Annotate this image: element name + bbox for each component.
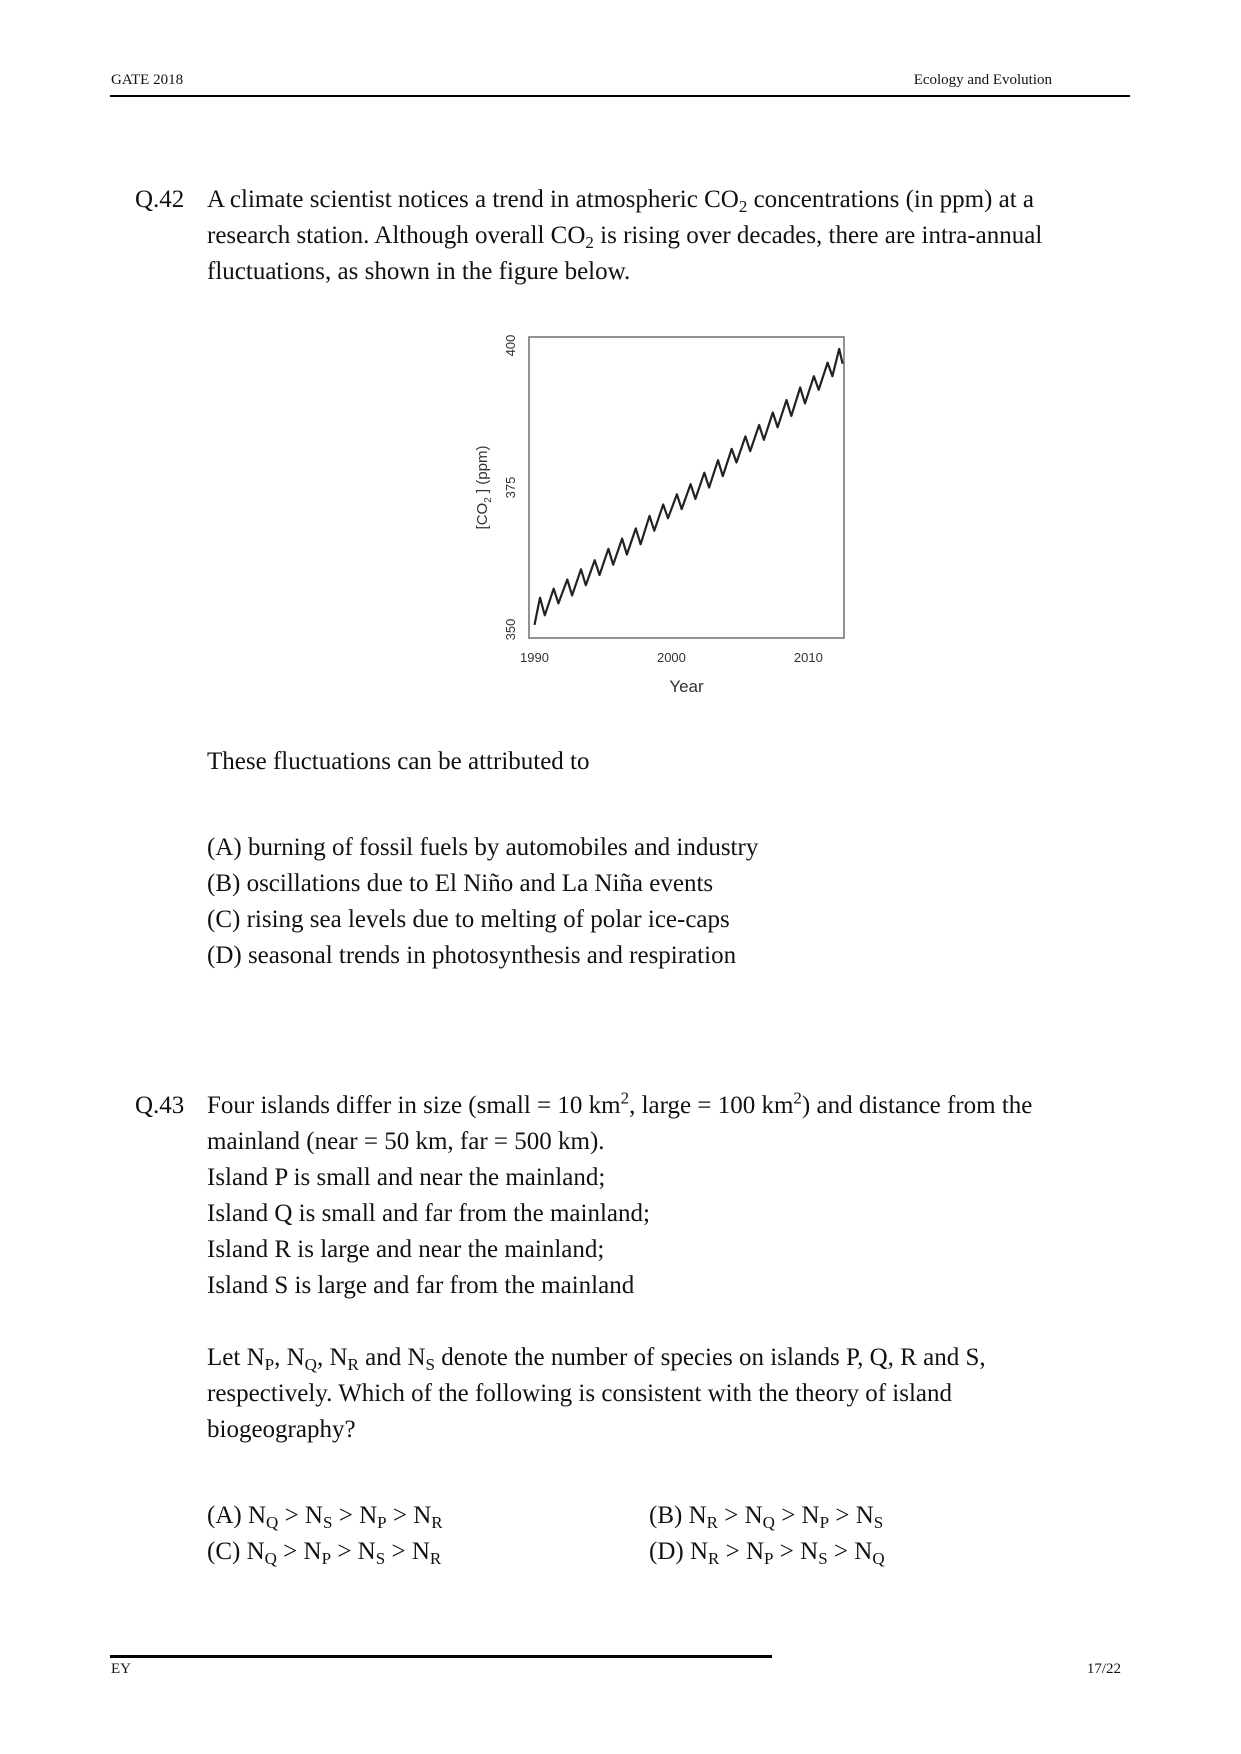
q42-option-a[interactable]: (A) burning of fossil fuels by automobiles and industry — [207, 834, 759, 861]
y-axis-label: [$CO_2$ ] (ppm) — [474, 445, 494, 530]
q43-island-q: Island Q is small and far from the mainland; — [207, 1200, 650, 1227]
greater-than: > — [719, 1538, 746, 1565]
header-exam-title: GATE 2018 — [111, 72, 184, 88]
species-count-symbol: $N_S$ — [800, 1538, 828, 1568]
q42-prompt: These fluctuations can be attributed to — [207, 748, 590, 775]
greater-than: > — [276, 1538, 304, 1565]
species-count-symbol: $N_Q$ — [246, 1538, 277, 1568]
q43-island-p: Island P is small and near the mainland; — [207, 1164, 606, 1191]
y-tick-label: 400 — [503, 334, 518, 357]
greater-than: > — [386, 1502, 414, 1529]
greater-than: > — [827, 1538, 855, 1565]
greater-than: > — [332, 1502, 360, 1529]
x-tick-labels — [520, 650, 823, 665]
option-label: (A) — [207, 1502, 248, 1529]
q43-let-line-1: Let $N_P$, $N_Q$, $N_R$ and $N_S$ denote the number of species on islands P, Q, R and S, — [207, 1344, 986, 1374]
q43-island-r: Island R is large and near the mainland; — [207, 1236, 605, 1263]
q43-island-s: Island S is large and far from the mainland — [207, 1272, 635, 1299]
q42-stem-line-3: fluctuations, as shown in the figure below. — [207, 258, 631, 285]
q42-stem-line-2: research station. Although overall $CO_2$ is rising over decades, there are intra-annual — [207, 222, 1043, 252]
q43-let-line-2: respectively. Which of the following is consistent with the theory of island — [207, 1380, 952, 1407]
option-label: (C) — [207, 1538, 247, 1565]
species-count-symbol: $N_R$ — [689, 1538, 720, 1568]
co2-chart — [455, 320, 865, 710]
q43-stem-line-2: mainland (near = 50 km, far = 500 km). — [207, 1128, 605, 1155]
species-count-symbol: $N_Q$ — [247, 1502, 279, 1532]
greater-than: > — [773, 1538, 801, 1565]
header-rule — [110, 95, 1130, 97]
q43-option-c[interactable] — [207, 1538, 441, 1566]
option-label: (B) — [649, 1502, 689, 1529]
species-count-symbol: $N_S$ — [304, 1502, 333, 1532]
species-count-symbol: $N_P$ — [359, 1502, 387, 1532]
species-count-symbol: $N_R$ — [688, 1502, 718, 1532]
species-count-symbol: $N_P$ — [745, 1538, 774, 1568]
footer-page-number: 17/22 — [1086, 1661, 1121, 1677]
plot-frame — [529, 337, 844, 638]
q42-number: Q.42 — [135, 186, 185, 213]
q43-option-b[interactable] — [649, 1502, 883, 1530]
q43-number: Q.43 — [135, 1092, 185, 1119]
species-count-symbol: $N_P$ — [801, 1502, 830, 1532]
footer-rule — [110, 1655, 772, 1658]
header-subject: Ecology and Evolution — [913, 72, 1052, 88]
greater-than: > — [774, 1502, 802, 1529]
q42-stem-line-1: A climate scientist notices a trend in atmospheric $CO_2$ concentrations (in ppm) at a — [207, 186, 1035, 216]
species-count-symbol: $N_Q$ — [744, 1502, 775, 1532]
q42-option-d[interactable]: (D) seasonal trends in photosynthesis and respiration — [207, 942, 737, 969]
q42-option-b[interactable]: (B) oscillations due to El Niño and La Niña events — [207, 870, 714, 897]
q43-option-d[interactable] — [649, 1538, 885, 1566]
greater-than: > — [331, 1538, 358, 1565]
greater-than: > — [717, 1502, 745, 1529]
species-count-symbol: $N_R$ — [413, 1502, 443, 1532]
x-axis-label: Year — [669, 677, 704, 696]
species-count-symbol: $N_P$ — [303, 1538, 332, 1568]
footer-paper-code: EY — [111, 1661, 131, 1677]
greater-than: > — [278, 1502, 305, 1529]
species-count-symbol: $N_R$ — [411, 1538, 442, 1568]
q43-stem-line-1: Four islands differ in size (small = 10 $km^2$, large = 100 $km^2$) and distance from the — [207, 1088, 1033, 1119]
q43-option-a[interactable] — [207, 1502, 443, 1530]
greater-than: > — [385, 1538, 412, 1565]
q42-option-c[interactable]: (C) rising sea levels due to melting of polar ice-caps — [207, 906, 730, 933]
x-tick-label: 2000 — [656, 650, 686, 665]
option-label: (D) — [649, 1538, 690, 1565]
y-tick-labels — [503, 335, 518, 641]
q43-let-line-3: biogeography? — [207, 1416, 356, 1443]
x-tick-label: 1990 — [520, 650, 549, 665]
co2-series-line — [535, 349, 843, 625]
y-tick-label: 375 — [503, 476, 518, 499]
x-tick-label: 2010 — [793, 650, 823, 665]
species-count-symbol: $N_S$ — [855, 1502, 884, 1532]
species-count-symbol: $N_S$ — [357, 1538, 386, 1568]
species-count-symbol: $N_Q$ — [854, 1538, 885, 1568]
greater-than: > — [829, 1502, 856, 1529]
y-tick-label: 350 — [503, 618, 518, 641]
